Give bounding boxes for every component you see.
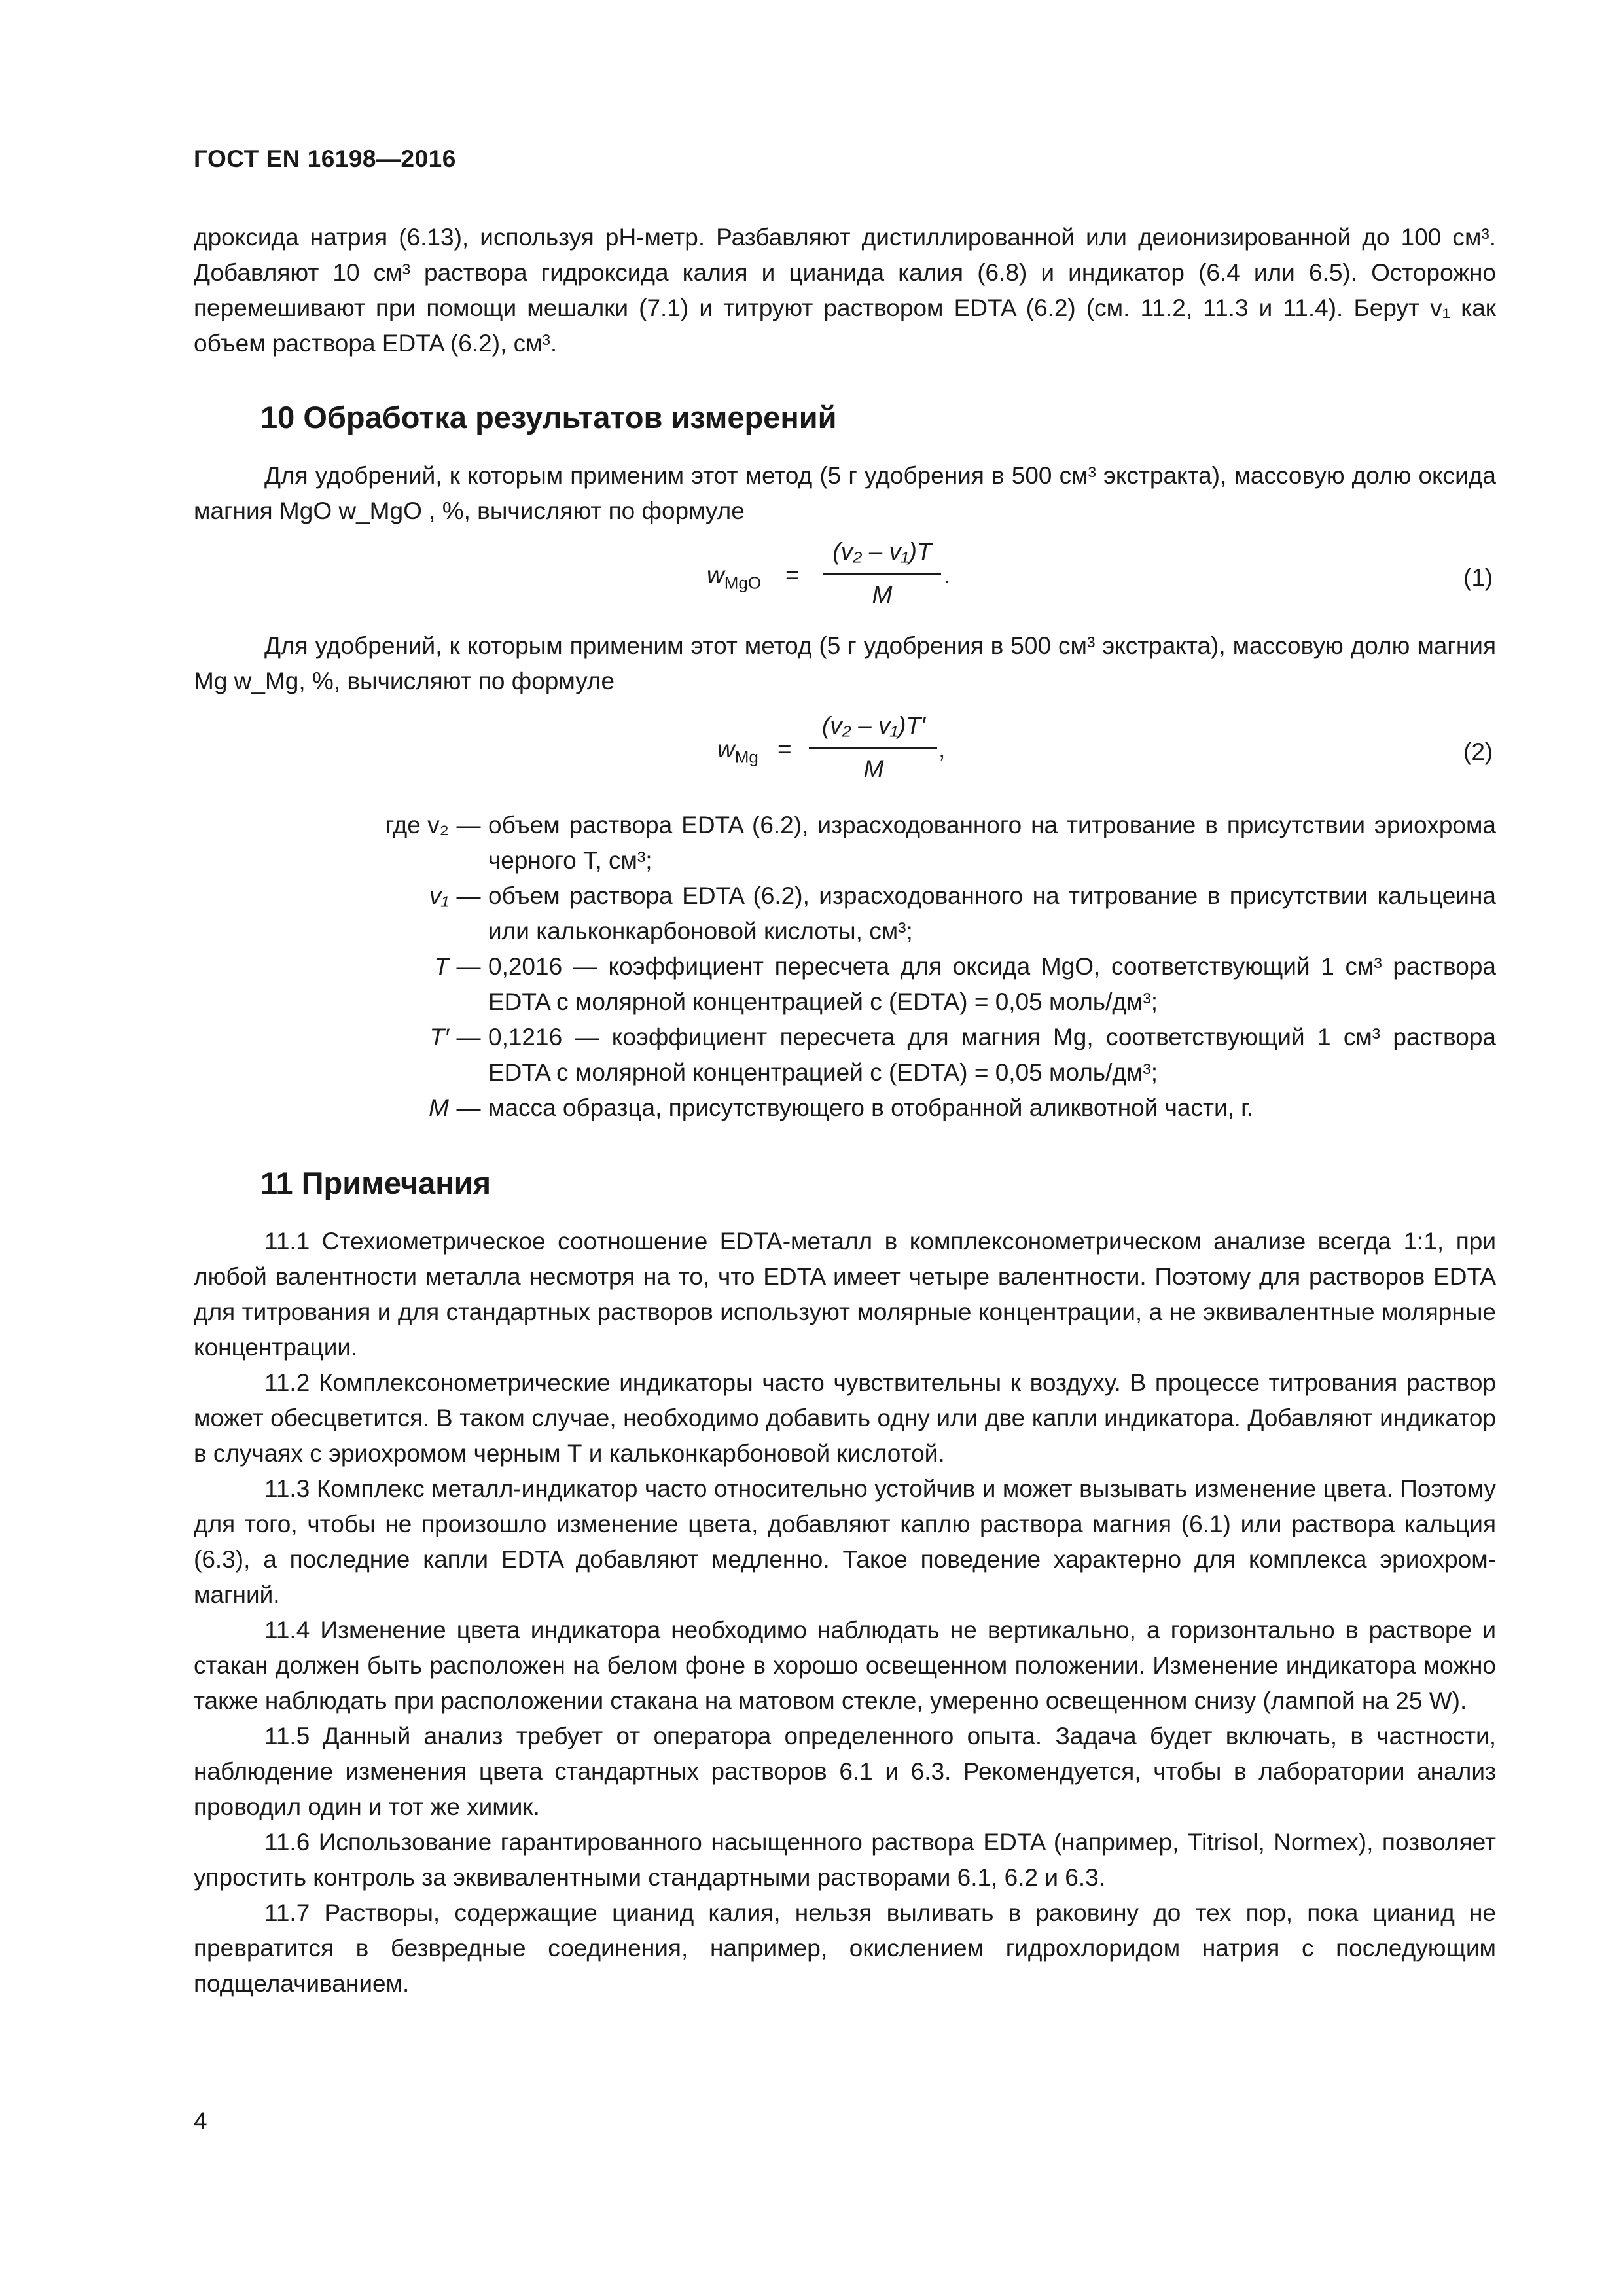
section-10-para-2: Для удобрений, к которым применим этот метод (5 г удобрения в 500 см³ экстракта), массовую долю магния Mg w_Mg, %, вычисляют по формуле [194, 632, 1496, 694]
note-item: 11.4 Изменение цвета индикатора необходимо наблюдать не вертикально, а горизонтально в растворе и стакан должен быть расположен на белом фоне в хорошо освещенном положении. Изменение индикатора можно также наблюдать при расположении стакана на матовом стекле, умеренно освещенном снизу (лампой на 25 W). [194, 1617, 1496, 1714]
formula-1-eq: = [785, 562, 800, 588]
legend-dash: — [456, 882, 481, 909]
legend-dash: — [456, 1094, 481, 1121]
section-11-title: 11 Примечания [260, 1166, 491, 1200]
legend-symbol: T′ [429, 1024, 449, 1050]
section-10-para-1: Для удобрений, к которым применим этот метод (5 г удобрения в 500 см³ экстракта), массовую долю оксида магния MgO w_MgO , %, вычисляют по формуле [194, 462, 1496, 524]
note-item: 11.7 Растворы, содержащие цианид калия, нельзя выливать в раковину до тех пор, пока цианид не превратится в безвредные соединения, например, окислением гидрохлоридом натрия с последующим подщелачиванием. [194, 1899, 1496, 1997]
legend-row [194, 878, 1496, 949]
formula-legend [194, 808, 1496, 1126]
formula-2-number: (2) [1463, 738, 1493, 765]
formula-1-denominator: M [872, 581, 893, 608]
section-10-title: 10 Обработка результатов измерений [260, 400, 837, 435]
formula-1-lhs: $w_{MgO}$ [707, 562, 762, 593]
legend-text: масса образца, присутствующего в отобранной аликвотной части, г. [488, 1094, 1254, 1121]
legend-symbol: M [429, 1094, 449, 1121]
note-item: 11.5 Данный анализ требует от оператора определенного опыта. Задача будет включать, в частности, наблюдение изменения цвета стандартных растворов 6.1 и 6.3. Рекомендуется, чтобы в лаборатории анализ проводил один и тот же химик. [194, 1723, 1496, 1820]
legend-symbol: где v₂ [385, 812, 449, 838]
legend-row [194, 1020, 1496, 1090]
legend-dash: — [456, 1024, 481, 1050]
formula-2-tail: , [938, 736, 946, 762]
formula-1-tail: . [944, 562, 951, 588]
formula-2-fraction-bar [809, 747, 937, 749]
legend-dash: — [456, 812, 481, 838]
legend-dash: — [456, 953, 481, 980]
note-item: 11.2 Комплексонометрические индикаторы часто чувствительны к воздуху. В процессе титрования раствор может обесцветится. В таком случае, необходимо добавить одну или две капли индикатора. Добавляют индикатор в случаях с эриохромом черным Т и кальконкарбоновой кислотой. [194, 1369, 1496, 1467]
legend-row [194, 1090, 1496, 1126]
formula-2-denominator: M [863, 755, 884, 782]
formula-2-numerator: (v₂ – v₁)T′ [821, 712, 926, 739]
formula-1-number: (1) [1463, 564, 1493, 591]
page-number: 4 [194, 2108, 207, 2134]
note-item: 11.1 Стехиометрическое соотношение EDTA-металл в комплексонометрическом анализе всегда 1:1, при любой валентности металла несмотря на то, что EDTA имеет четыре валентности. Поэтому для растворов EDTA для титрования и для стандартных растворов используют молярные концентрации, а не эквивалентные молярные концентрации. [194, 1228, 1496, 1361]
formula-1-numerator: (v₂ – v₁)T [832, 538, 932, 565]
formula-2 [717, 712, 1175, 796]
intro-paragraph: дроксида натрия (6.13), используя pH-метр. Разбавляют дистиллированной или деионизированной до 100 см³. Добавляют 10 см³ раствора гидроксида калия и цианида калия (6.8) и индикатор (6.4 или 6.5). Осторожно перемешивают при помощи мешалки (7.1) и титруют раствором EDTA (6.2) (см. 11.2, 11.3 и 11.4). Берут v₁ как объем раствора EDTA (6.2), см³. [194, 224, 1496, 357]
legend-symbol: v₁ [429, 882, 449, 909]
legend-text: 0,2016 — коэффициент пересчета для оксида MgO, соответствующий 1 см³ раствора EDTA с молярной концентрацией c (EDTA) = 0,05 моль/дм³; [488, 953, 1496, 1015]
document-header: ГОСТ EN 16198—2016 [194, 145, 456, 172]
formula-2-lhs: $w_{Mg}$ [717, 736, 758, 767]
legend-text: объем раствора EDTA (6.2), израсходованного на титрование в присутствии эриохрома черного Т, см³; [488, 812, 1496, 874]
legend-symbol: T [434, 953, 449, 980]
note-item: 11.6 Использование гарантированного насыщенного раствора EDTA (например, Titrisol, Normex), позволяет упростить контроль за эквивалентными стандартными растворами 6.1, 6.2 и 6.3. [194, 1829, 1496, 1891]
legend-row [194, 949, 1496, 1020]
legend-row [194, 808, 1496, 878]
formula-1 [707, 538, 1165, 622]
legend-text: объем раствора EDTA (6.2), израсходованного на титрование в присутствии кальцеина или кальконкарбоновой кислоты, см³; [488, 882, 1496, 944]
formula-2-eq: = [777, 736, 792, 762]
formula-1-fraction-bar [823, 573, 941, 575]
notes-list [194, 1224, 1496, 2001]
note-item: 11.3 Комплекс металл-индикатор часто относительно устойчив и может вызывать изменение цвета. Поэтому для того, чтобы не произошло изменение цвета, добавляют каплю раствора магния (6.1) или раствора кальция (6.3), а последние капли EDTA добавляют медленно. Такое поведение характерно для комплекса эриохром-магний. [194, 1475, 1496, 1608]
legend-text: 0,1216 — коэффициент пересчета для магния Mg, соответствующий 1 см³ раствора EDTA с молярной концентрацией c (EDTA) = 0,05 моль/дм³; [488, 1024, 1496, 1086]
